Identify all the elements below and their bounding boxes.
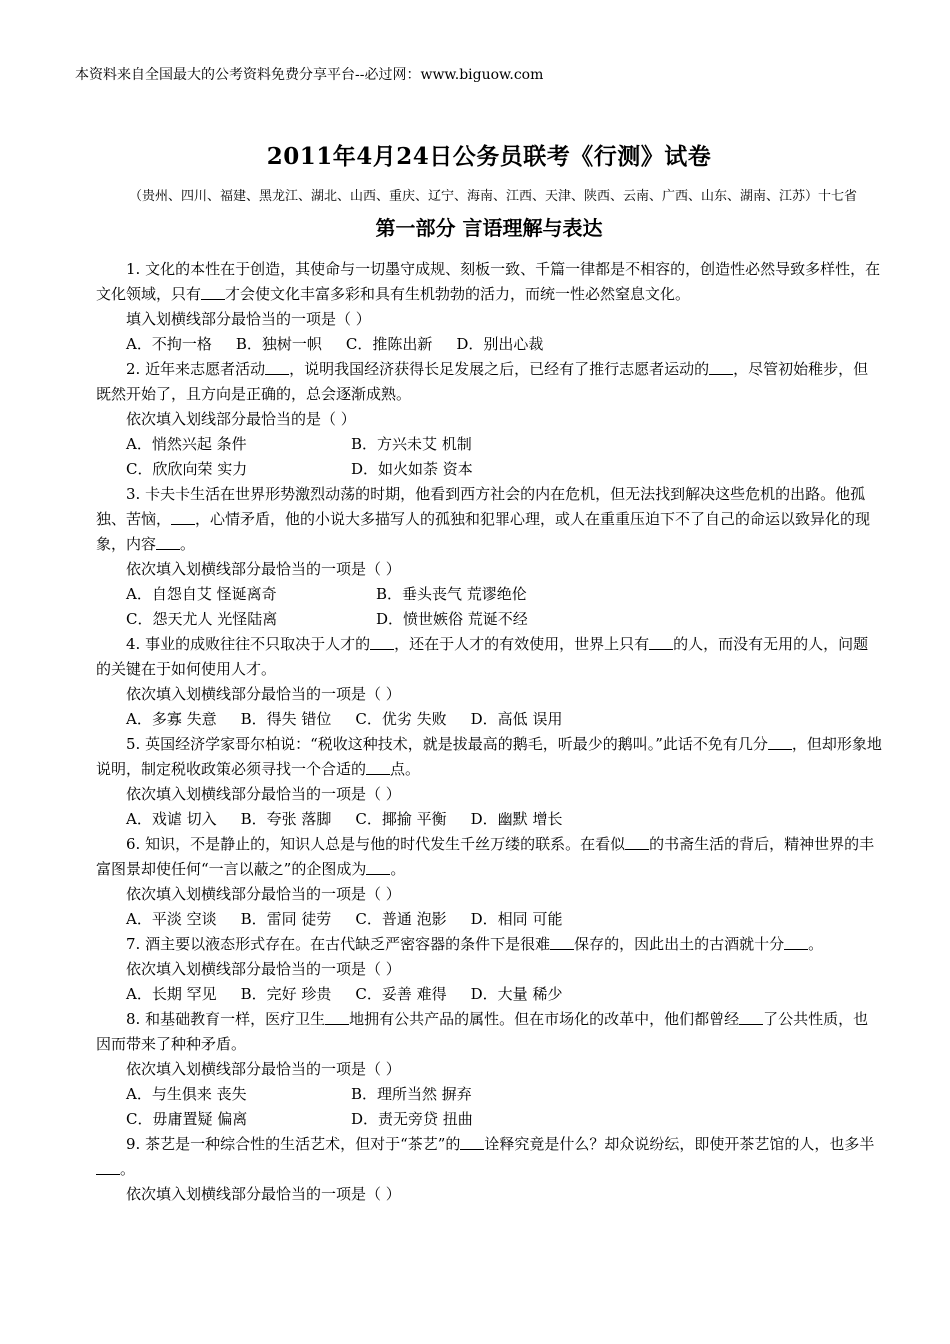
option-b[interactable]: B．完好 珍贵 <box>240 985 332 1003</box>
option-d[interactable]: D．愤世嫉俗 荒诞不经 <box>376 610 528 628</box>
option-grid <box>96 582 882 632</box>
option-row <box>96 982 882 1007</box>
answer-blank <box>709 360 733 375</box>
option-c[interactable]: C．怨天尤人 光怪陆离 <box>126 610 278 628</box>
question-prompt: 依次填入划横线部分最恰当的一项是（ ） <box>126 1060 401 1078</box>
option-b[interactable]: B．方兴未艾 机制 <box>351 435 472 453</box>
option-a[interactable]: A．多寡 失意 <box>126 710 217 728</box>
option-a[interactable]: A．悄然兴起 条件 <box>126 435 247 453</box>
question-prompt: 依次填入划横线部分最恰当的一项是（ ） <box>126 685 401 703</box>
option-d[interactable]: D．如火如荼 资本 <box>351 460 473 478</box>
answer-blank <box>96 1160 120 1175</box>
answer-blank <box>739 1010 763 1025</box>
question-prompt: 依次填入划横线部分最恰当的一项是（ ） <box>126 1185 401 1203</box>
answer-blank <box>171 510 195 525</box>
answer-blank <box>370 635 394 650</box>
question-3 <box>96 482 882 632</box>
question-stem: 7. 酒主要以液态形式存在。在古代缺乏严密容器的条件下是很难 保存的，因此出土的古酒就十分 。 <box>126 935 824 953</box>
source-line: 本资料来自全国最大的公考资料免费分享平台--必过网：www.biguow.com <box>75 67 544 83</box>
answer-blank <box>201 285 225 300</box>
option-a[interactable]: A．与生俱来 丧失 <box>126 1085 247 1103</box>
exam-title: 2011年4月24日公务员联考《行测》试卷 <box>266 143 712 170</box>
answer-blank <box>366 760 390 775</box>
answer-blank <box>784 935 808 950</box>
section-title: 第一部分 言语理解与表达 <box>375 216 603 240</box>
question-7 <box>96 932 882 1007</box>
option-a[interactable]: A．平淡 空谈 <box>126 910 217 928</box>
question-prompt: 依次填入划横线部分最恰当的一项是（ ） <box>126 885 401 903</box>
option-row <box>96 707 882 732</box>
question-9 <box>96 1132 882 1207</box>
answer-blank <box>550 935 574 950</box>
question-prompt: 依次填入划横线部分最恰当的一项是（ ） <box>126 960 401 978</box>
option-a[interactable]: A．戏谑 切入 <box>126 810 217 828</box>
option-c[interactable]: C．优劣 失败 <box>355 710 447 728</box>
question-stem: 9. 茶艺是一种综合性的生活艺术，但对于“茶艺”的 诠释究竟是什么？却众说纷纭，即使开茶艺馆的人，也多半。 <box>96 1132 882 1182</box>
option-d[interactable]: D．大量 稀少 <box>470 985 563 1003</box>
option-a[interactable]: A．不拘一格 <box>126 335 212 353</box>
option-b[interactable]: B．得失 错位 <box>240 710 332 728</box>
option-c[interactable]: C．妥善 难得 <box>355 985 447 1003</box>
option-d[interactable]: D．高低 误用 <box>470 710 563 728</box>
answer-blank <box>265 360 289 375</box>
option-row <box>96 332 882 357</box>
answer-blank <box>366 860 390 875</box>
option-row <box>96 807 882 832</box>
option-row <box>96 907 882 932</box>
answer-blank <box>460 1135 484 1150</box>
option-grid <box>96 432 882 482</box>
question-stem: 2. 近年来志愿者活动 ，说明我国经济获得长足发展之后，已经有了推行志愿者运动的 ，尽管初始稚步，但既然开始了，且方向是正确的，总会逐渐成熟。 <box>96 360 869 403</box>
question-prompt: 依次填入划横线部分最恰当的一项是（ ） <box>126 560 401 578</box>
question-prompt: 填入划横线部分最恰当的一项是（ ） <box>126 310 371 328</box>
answer-blank <box>625 835 649 850</box>
question-1 <box>96 257 882 357</box>
question-stem: 5. 英国经济学家哥尔柏说：“税收这种技术，就是拔最高的鹅毛，听最少的鹅叫。”此话不免有几分 ，但却形象地说明，制定税收政策必须寻找一个合适的 点。 <box>96 735 882 778</box>
option-d[interactable]: D．相同 可能 <box>470 910 563 928</box>
option-d[interactable]: D．幽默 增长 <box>470 810 563 828</box>
option-c[interactable]: C．普通 泡影 <box>355 910 447 928</box>
question-stem: 8. 和基础教育一样，医疗卫生 地拥有公共产品的属性。但在市场化的改革中，他们都曾经 了公共性质，也因而带来了种种矛盾。 <box>96 1010 869 1053</box>
question-4 <box>96 632 882 732</box>
option-b[interactable]: B．雷同 徒劳 <box>240 910 332 928</box>
question-8 <box>96 1007 882 1132</box>
answer-blank <box>768 735 792 750</box>
option-a[interactable]: A．自怨自艾 怪诞离奇 <box>126 585 277 603</box>
question-2 <box>96 357 882 482</box>
question-prompt: 依次填入划横线部分最恰当的一项是（ ） <box>126 785 401 803</box>
option-b[interactable]: B．垂头丧气 荒谬绝伦 <box>376 585 527 603</box>
option-c[interactable]: C．毋庸置疑 偏离 <box>126 1110 248 1128</box>
question-stem: 6. 知识，不是静止的，知识人总是与他的时代发生千丝万缕的联系。在看似 的书斋生活的背后，精神世界的丰富图景却使任何“一言以蔽之”的企图成为 。 <box>96 835 875 878</box>
question-prompt: 依次填入划线部分最恰当的是（ ） <box>126 410 356 428</box>
option-grid <box>96 1082 882 1132</box>
answer-blank <box>649 635 673 650</box>
question-stem: 1. 文化的本性在于创造，其使命与一切墨守成规、刻板一致、千篇一律都是不相容的，创造性必然导致多样性，在文化领域，只有 才会使文化丰富多彩和具有生机勃勃的活力，而统一性必然窒息文化。 <box>96 260 881 303</box>
option-c[interactable]: C．揶揄 平衡 <box>355 810 447 828</box>
answer-blank <box>156 535 180 550</box>
option-b[interactable]: B．独树一帜 <box>235 335 322 353</box>
question-stem: 4. 事业的成败往往不只取决于人才的 ，还在于人才的有效使用，世界上只有 的人，而没有无用的人，问题的关键在于如何使用人才。 <box>96 635 869 678</box>
question-6 <box>96 832 882 932</box>
question-5 <box>96 732 882 832</box>
option-b[interactable]: B．理所当然 摒弃 <box>351 1085 472 1103</box>
option-c[interactable]: C．推陈出新 <box>345 335 433 353</box>
option-d[interactable]: D．别出心裁 <box>456 335 544 353</box>
province-list: （贵州、四川、福建、黑龙江、湖北、山西、重庆、辽宁、海南、江西、天津、陕西、云南、广西、山东、湖南、江苏）十七省 <box>128 189 857 204</box>
option-c[interactable]: C．欣欣向荣 实力 <box>126 460 248 478</box>
answer-blank <box>325 1010 349 1025</box>
option-b[interactable]: B．夸张 落脚 <box>240 810 332 828</box>
option-d[interactable]: D．责无旁贷 扭曲 <box>351 1110 473 1128</box>
option-a[interactable]: A．长期 罕见 <box>126 985 217 1003</box>
question-stem: 3. 卡夫卡生活在世界形势激烈动荡的时期，他看到西方社会的内在危机，但无法找到解决这些危机的出路。他孤独、苦恼， ，心情矛盾，他的小说大多描写人的孤独和犯罪心理，或人在重重压迫下不了自己的命运以致异化的现象，内容 。 <box>96 485 871 553</box>
